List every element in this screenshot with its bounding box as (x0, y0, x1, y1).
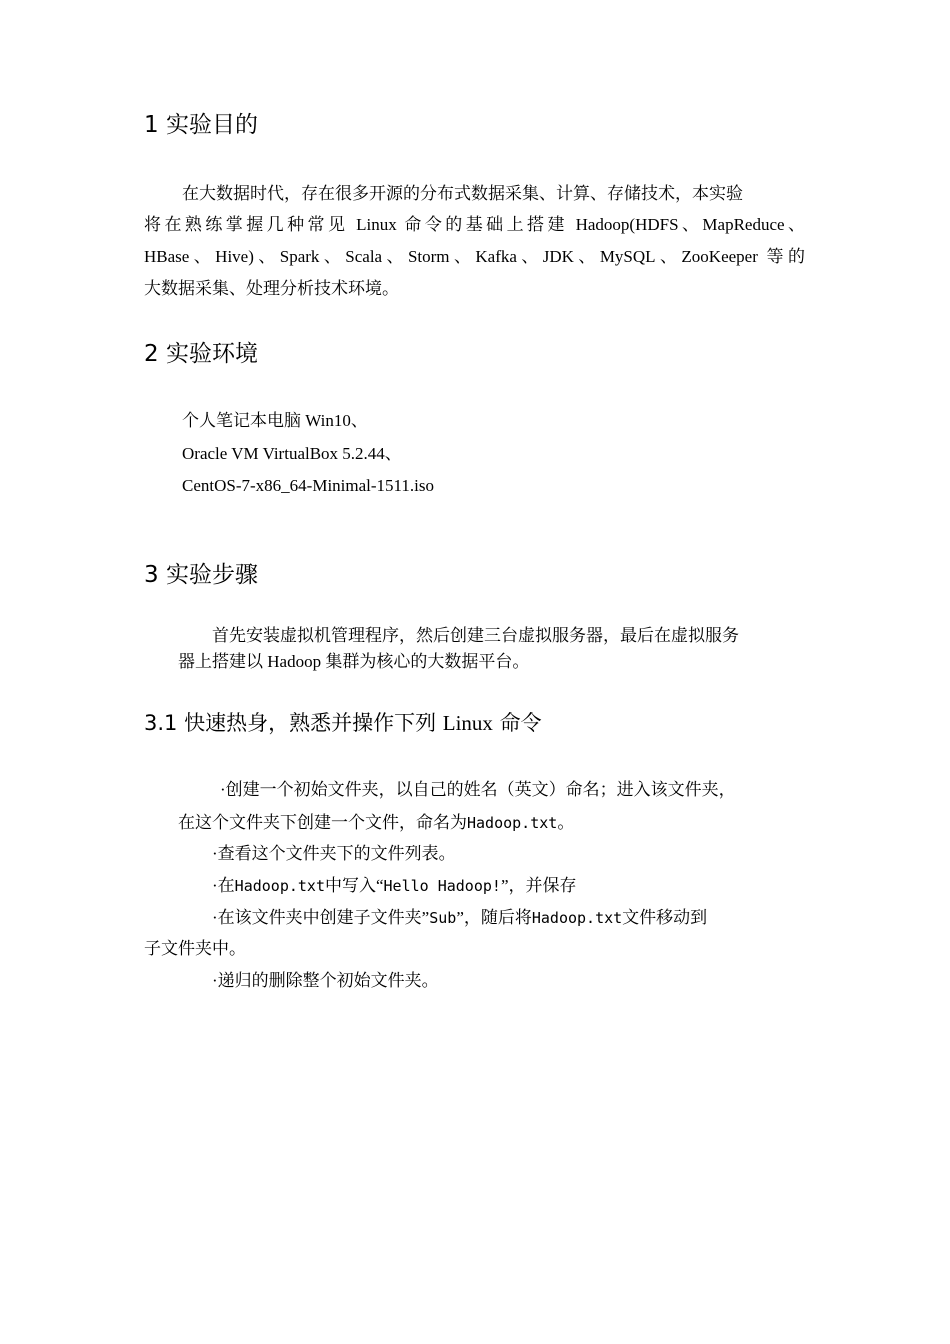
subsection-heading-linux: Linux (442, 711, 493, 735)
bullet-5: ·递归的删除整个初始文件夹。 (212, 971, 439, 990)
bullet-4-end: 文件移动到 (622, 908, 708, 927)
paragraph-1-line-1: 在大数据时代，存在很多开源的分布式数据采集、计算、存储技术，本实验 (182, 184, 743, 203)
bullet-1-text: 在这个文件夹下创建一个文件，命名为 (178, 813, 467, 832)
bullet-3-text: ·在 (212, 876, 235, 895)
bullet-2: ·查看这个文件夹下的文件列表。 (212, 844, 456, 863)
subsection-heading-text: 3.1 快速热身，熟悉并操作下列 (144, 711, 437, 735)
section-heading-2: 2 实验环境 (144, 341, 258, 367)
section-heading-3: 3 实验步骤 (144, 562, 258, 588)
environment-item: CentOS-7-x86_64-Minimal-1511.iso (182, 476, 434, 495)
paragraph-1-line-4: 大数据采集、处理分析技术环境。 (144, 279, 399, 298)
bullet-4-line-2: 子文件夹中。 (144, 939, 246, 958)
subsection-heading-3-1 (144, 710, 542, 736)
bullet-1-line-1: ·创建一个初始文件夹，以自己的姓名（英文）命名；进入该文件夹， (220, 780, 736, 799)
paragraph-3-line-2: 器上搭建以 Hadoop 集群为核心的大数据平台。 (178, 652, 530, 671)
paragraph-3-line-1: 首先安装虚拟机管理程序，然后创建三台虚拟服务器，最后在虚拟服务 (212, 626, 739, 645)
bullet-4-line-1 (212, 907, 707, 929)
paragraph-1-line-2: 将在熟练掌握几种常见 Linux 命令的基础上搭建 Hadoop(HDFS、MapReduce、 (144, 215, 805, 234)
environment-item: 个人笔记本电脑 Win10、 (182, 411, 368, 430)
bullet-4-text: ·在该文件夹中创建子文件夹” (212, 908, 430, 927)
bullet-1-end: 。 (557, 813, 575, 832)
bullet-3 (212, 875, 576, 897)
bullet-4-mid: ”，随后将 (456, 908, 532, 927)
filename-code: Hadoop.txt (531, 909, 623, 927)
section-heading-1: 1 实验目的 (144, 112, 258, 138)
subsection-heading-suffix: 命令 (499, 711, 542, 735)
environment-item: Oracle VM VirtualBox 5.2.44、 (182, 444, 402, 463)
bullet-3-mid: 中写入“ (324, 876, 384, 895)
filename-code: Hadoop.txt (467, 814, 558, 832)
filename-code: Hadoop.txt (234, 877, 325, 895)
paragraph-1-line-3: HBase、Hive)、Spark、Scala、Storm、Kafka、JDK、MySQL、ZooKeeper 等的 (144, 247, 805, 266)
bullet-1-line-2 (178, 812, 574, 834)
folder-code: Sub (429, 909, 457, 927)
content-code: Hello Hadoop! (383, 877, 501, 895)
bullet-3-end: ”，并保存 (500, 876, 577, 895)
